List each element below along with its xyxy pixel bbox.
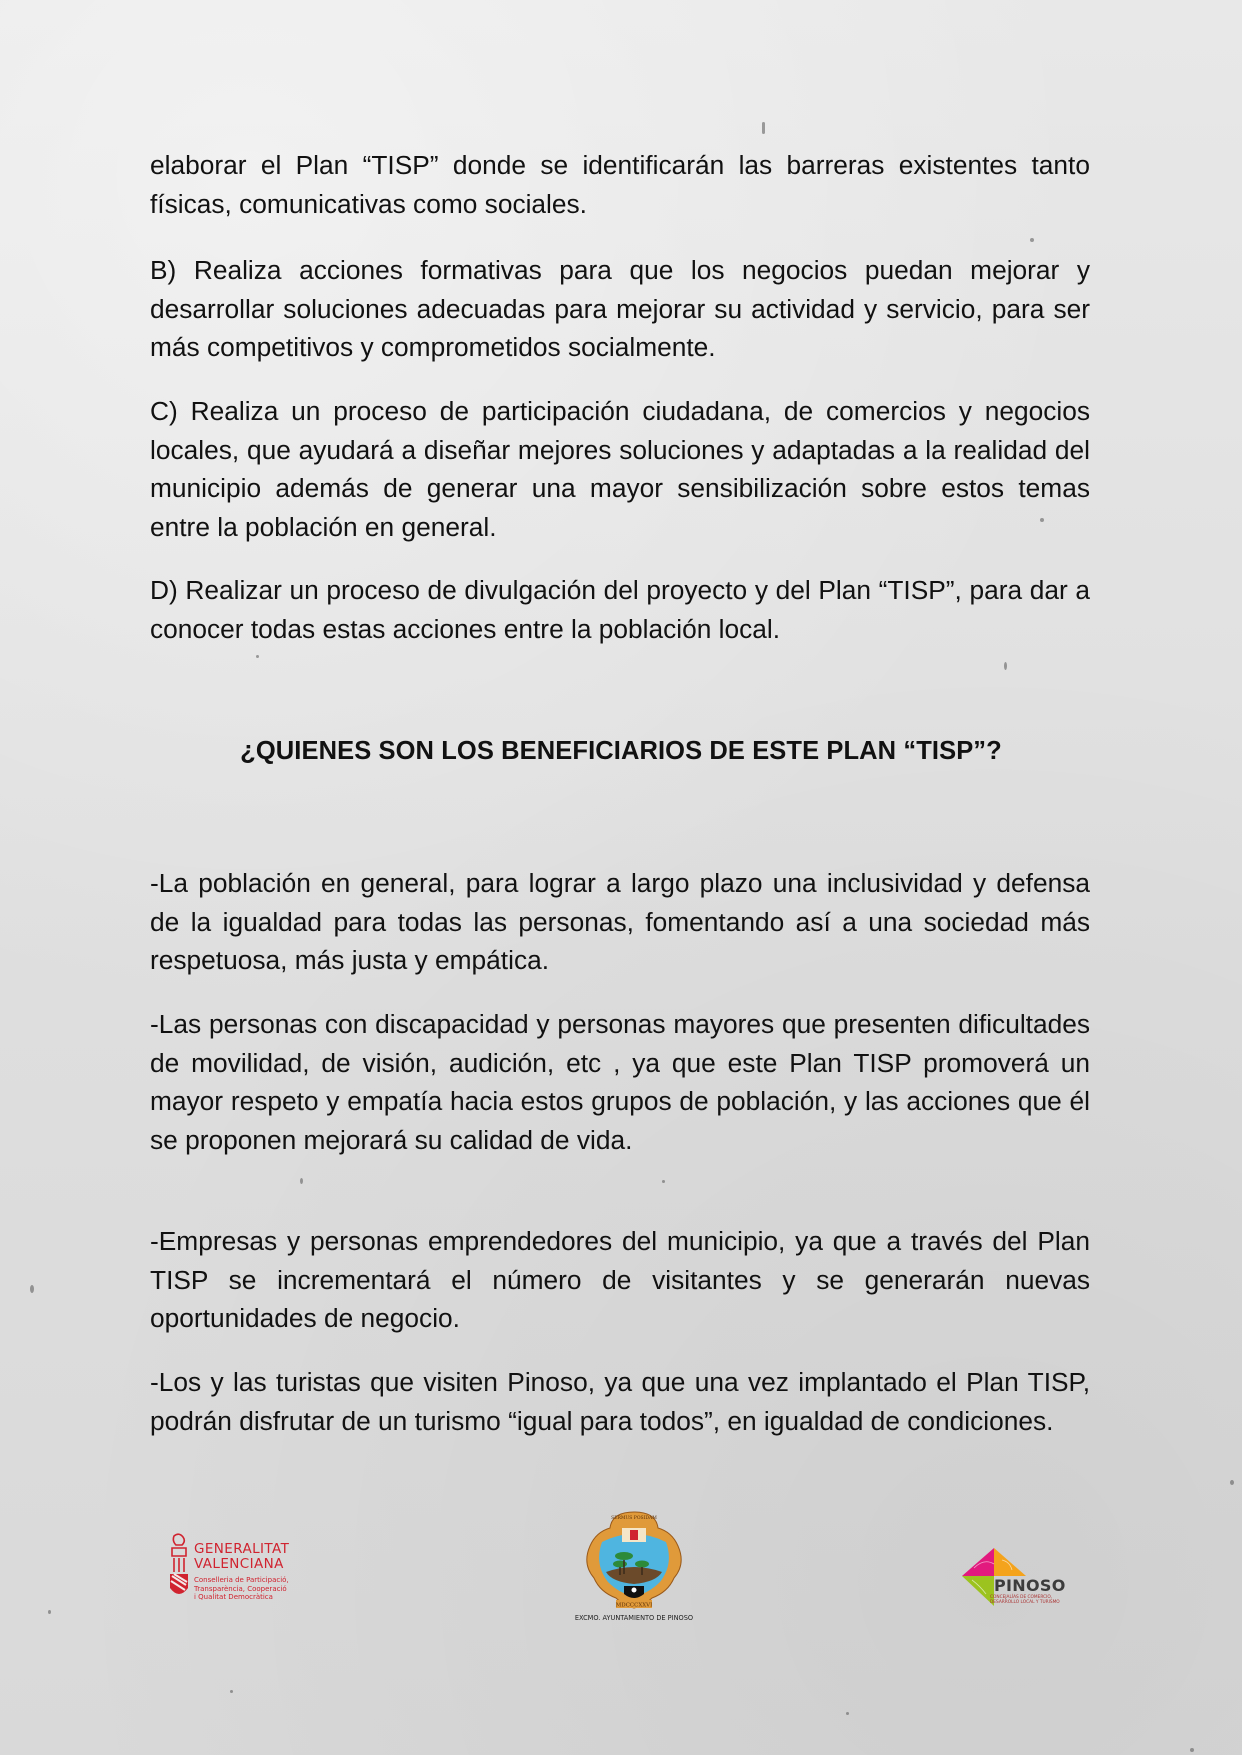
paragraph-a-continuation: elaborar el Plan “TISP” donde se identificarán las barreras existentes tanto físicas, comunicativas como sociales. bbox=[150, 150, 1090, 219]
beneficiary-poblacion: -La población en general, para lograr a largo plazo una inclusividad y defensa de la igualdad para todas las personas, fomentando así a una sociedad más respetuosa, más justa y empática. bbox=[150, 868, 1090, 976]
ayuntamiento-caption: EXCMO. AYUNTAMIENTO DE PINOSO bbox=[574, 1614, 694, 1622]
paragraph-b: B) Realiza acciones formativas para que los negocios puedan mejorar y desarrollar soluciones adecuadas para mejorar su actividad y servicio, para ser más competitivos y comprometidos socialmente. bbox=[150, 255, 1090, 363]
pinoso-name: PINOSO bbox=[994, 1576, 1066, 1595]
beneficiary-turistas: -Los y las turistas que visiten Pinoso, ya que una vez implantado el Plan TISP, podrán disfrutar de un turismo “igual para todos”, en igualdad de condiciones. bbox=[150, 1367, 1090, 1436]
ayuntamiento-pinoso-logo bbox=[572, 1506, 696, 1626]
paragraph-d: D) Realizar un proceso de divulgación del proyecto y del Plan “TISP”, para dar a conocer todas estas acciones entre la población local. bbox=[150, 575, 1090, 644]
generalitat-emblem-icon bbox=[168, 1532, 190, 1600]
generalitat-subtitle: Conselleria de Participació, Transparència, Cooperació i Qualitat Democràtica bbox=[194, 1576, 289, 1601]
beneficiary-discapacidad: -Las personas con discapacidad y personas mayores que presenten dificultades de movilidad, de visión, audición, etc , ya que este Plan TISP promoverá un mayor respeto y empatía hacia estos grupos de población, y las acciones que él se proponen mejorará su calidad de vida. bbox=[150, 1009, 1090, 1155]
section-heading: ¿QUIENES SON LOS BENEFICIARIOS DE ESTE PLAN “TISP”? bbox=[240, 737, 1002, 765]
svg-text:SERMUS POSIDAM: SERMUS POSIDAM bbox=[611, 1516, 657, 1521]
generalitat-valenciana-logo bbox=[168, 1532, 298, 1604]
pinoso-subtitle: CONCEJALÍAS DE COMERCIO, DESARROLLO LOCAL Y TURISMO bbox=[990, 1595, 1060, 1605]
pinoso-coat-of-arms-icon bbox=[572, 1506, 696, 1614]
svg-text:MDCCCXXVI: MDCCCXXVI bbox=[615, 1602, 653, 1609]
pinoso-concejalias-logo bbox=[960, 1546, 1072, 1608]
beneficiary-empresas: -Empresas y personas emprendedores del municipio, ya que a través del Plan TISP se incrementará el número de visitantes y se generarán nuevas oportunidades de negocio. bbox=[150, 1226, 1090, 1334]
generalitat-title: GENERALITAT VALENCIANA bbox=[194, 1541, 290, 1572]
paragraph-c: C) Realiza un proceso de participación ciudadana, de comercios y negocios locales, que ayudará a diseñar mejores soluciones y adaptadas a la realidad del municipio además de generar una mayor sensibilización sobre estos temas entre la población en general. bbox=[150, 396, 1090, 542]
